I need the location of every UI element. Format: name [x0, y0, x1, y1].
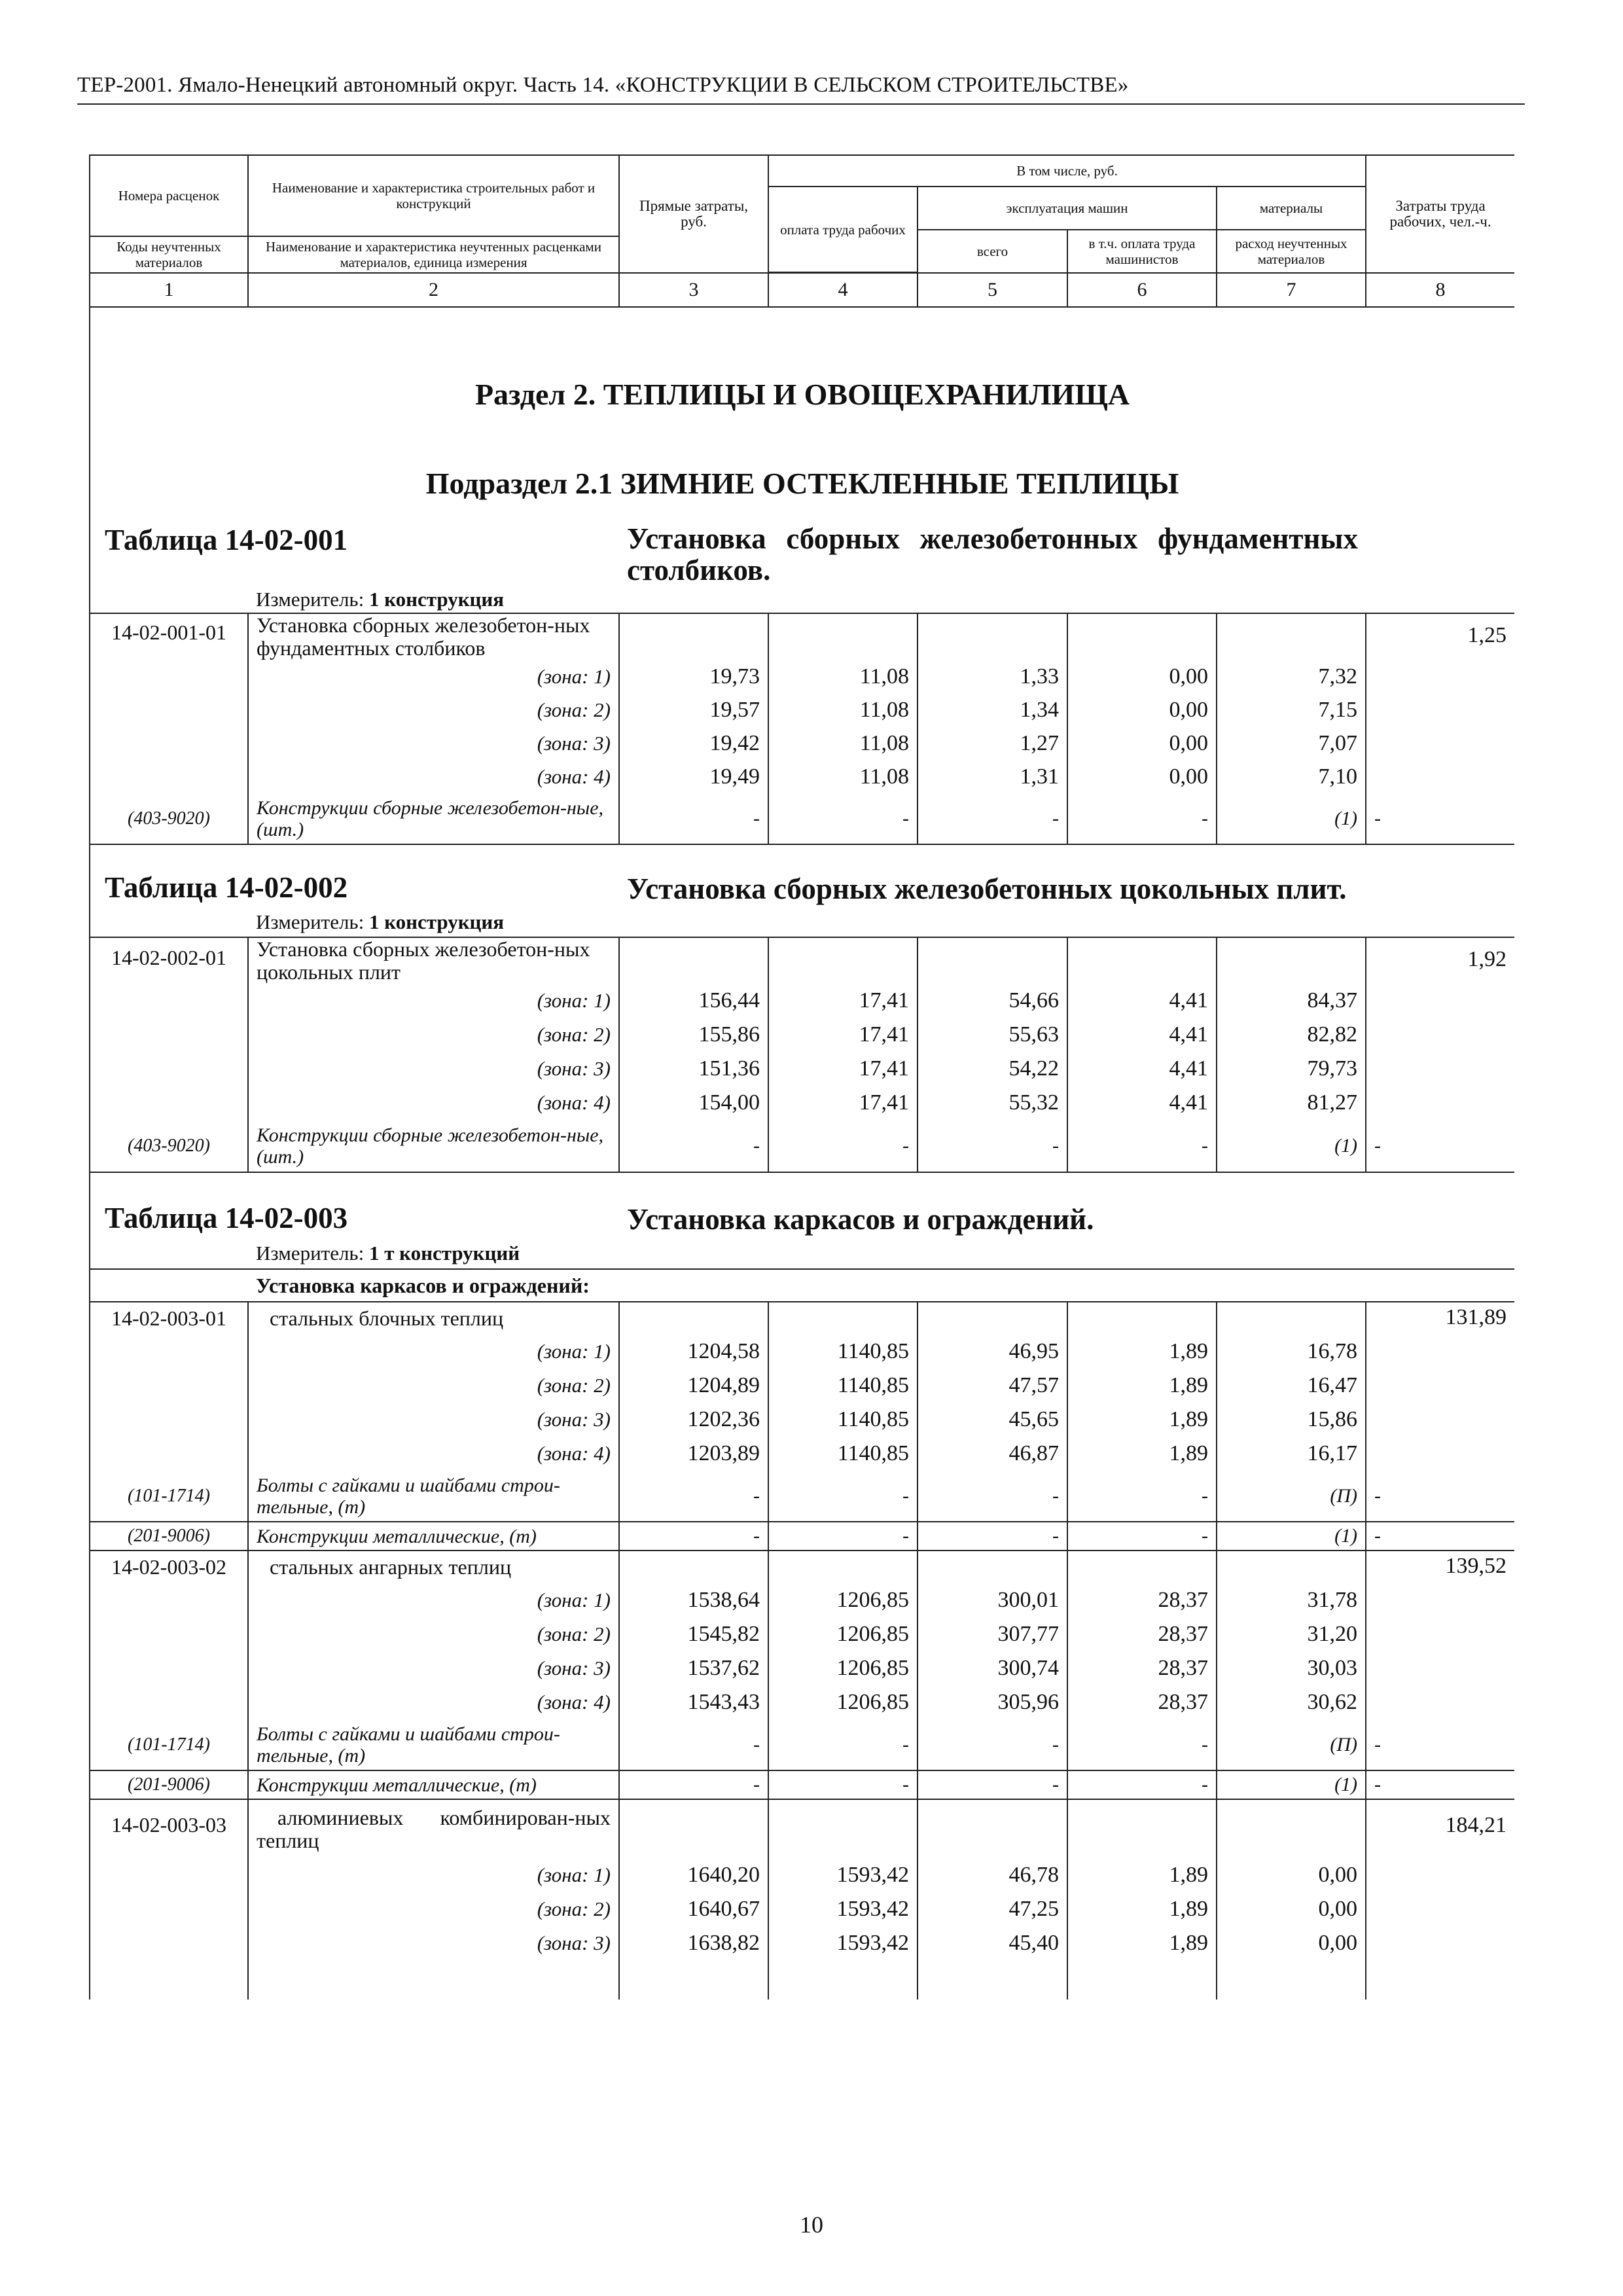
direct-cost: 1203,89: [619, 1437, 768, 1471]
material-row: [90, 1522, 1514, 1551]
dash: -: [768, 1522, 918, 1551]
rate-code: 14-02-001-01: [90, 613, 248, 660]
dash: -: [1067, 1522, 1217, 1551]
zone-row: [90, 693, 1514, 726]
worker-wages: 1593,42: [768, 1926, 918, 1960]
direct-cost: 1543,43: [619, 1685, 768, 1719]
machines-total: 1,33: [918, 660, 1067, 693]
machines-total: 45,40: [918, 1926, 1067, 1960]
header-col2-top: Наименование и характеристика строительных работ и конструкций: [248, 155, 619, 236]
materials-cost: 0,00: [1217, 1892, 1366, 1926]
material-name: Конструкции металлические, (т): [248, 1770, 619, 1799]
material-code: (101-1714): [90, 1471, 248, 1522]
labor-norm: 1,25: [1366, 613, 1514, 660]
unit-value: 1 т конструкций: [368, 1241, 520, 1265]
materials-cost: 7,15: [1217, 693, 1366, 726]
table-title: Установка сборных железобетонных фундаментных столбиков.: [627, 522, 1359, 586]
materials-cost: 30,62: [1217, 1685, 1366, 1719]
zone-label: (зона: 4): [248, 760, 619, 793]
column-number: 7: [1217, 273, 1366, 307]
page-header: ТЕР-2001. Ямало-Ненецкий автономный округ. Часть 14. «КОНСТРУКЦИИ В СЕЛЬСКОМ СТРОИТЕЛЬСТВЕ»: [77, 73, 1129, 97]
zone-row: [90, 1617, 1514, 1651]
material-row: [90, 1719, 1514, 1770]
materials-cost: 7,07: [1217, 726, 1366, 760]
rate-name: Установка сборных железобетон-ных цокольных плит: [248, 937, 619, 984]
machines-total: 45,65: [918, 1403, 1067, 1437]
direct-cost: 1537,62: [619, 1651, 768, 1685]
worker-wages: 1206,85: [768, 1617, 918, 1651]
machinist-wages: 1,89: [1067, 1926, 1217, 1960]
worker-wages: 11,08: [768, 726, 918, 760]
machinist-wages: 0,00: [1067, 760, 1217, 793]
material-code: (403-9020): [90, 1120, 248, 1172]
machines-total: 1,27: [918, 726, 1067, 760]
header-col1-top: Номера расценок: [90, 155, 248, 236]
worker-wages: 17,41: [768, 1086, 918, 1120]
column-number: 8: [1366, 273, 1514, 307]
material-name: Болты с гайками и шайбами строи-тельные, (т): [248, 1471, 619, 1522]
unit-label: Измеритель:: [256, 910, 365, 933]
dash: -: [768, 1770, 918, 1799]
machines-total: 46,95: [918, 1335, 1067, 1369]
materials-cost: 30,03: [1217, 1651, 1366, 1685]
direct-cost: 19,57: [619, 693, 768, 726]
material-quantity: (П): [1217, 1719, 1366, 1770]
machinist-wages: 28,37: [1067, 1651, 1217, 1685]
table-title: Установка сборных железобетонных цокольных плит.: [619, 844, 1366, 907]
header-including: В том числе, руб.: [768, 155, 1366, 187]
dash: -: [1067, 1471, 1217, 1522]
materials-cost: 16,17: [1217, 1437, 1366, 1471]
unit-label: Измеритель:: [256, 1241, 365, 1265]
worker-wages: 1206,85: [768, 1685, 918, 1719]
direct-cost: 1204,89: [619, 1369, 768, 1403]
material-quantity: (1): [1217, 1522, 1366, 1551]
column-number: 5: [918, 273, 1067, 307]
column-number: 2: [248, 273, 619, 307]
header-col5: всего: [918, 230, 1067, 273]
dash: -: [768, 1120, 918, 1172]
header-col7: расход неучтенных материалов: [1217, 230, 1366, 273]
header-materials: материалы: [1217, 187, 1366, 230]
dash: -: [768, 1471, 918, 1522]
material-code: (403-9020): [90, 793, 248, 844]
machinist-wages: 4,41: [1067, 1086, 1217, 1120]
rate-name: стальных ангарных теплиц: [248, 1551, 619, 1583]
zone-label: (зона: 3): [248, 1926, 619, 1960]
direct-cost: 1640,20: [619, 1858, 768, 1892]
machines-total: 55,32: [918, 1086, 1067, 1120]
zone-label: (зона: 2): [248, 1617, 619, 1651]
zone-row: [90, 760, 1514, 793]
zone-row: [90, 660, 1514, 693]
worker-wages: 1206,85: [768, 1583, 918, 1617]
machines-total: 300,01: [918, 1583, 1067, 1617]
materials-cost: 16,78: [1217, 1335, 1366, 1369]
material-code: (201-9006): [90, 1770, 248, 1799]
dash: -: [768, 1719, 918, 1770]
worker-wages: 11,08: [768, 693, 918, 726]
materials-cost: 31,20: [1217, 1617, 1366, 1651]
dash: -: [619, 793, 768, 844]
material-quantity: (1): [1217, 1770, 1366, 1799]
direct-cost: 1204,58: [619, 1335, 768, 1369]
zone-label: (зона: 1): [248, 1858, 619, 1892]
worker-wages: 1140,85: [768, 1369, 918, 1403]
zone-label: (зона: 4): [248, 1437, 619, 1471]
zone-row: [90, 1369, 1514, 1403]
direct-cost: 19,73: [619, 660, 768, 693]
direct-cost: 1545,82: [619, 1617, 768, 1651]
header-col6: в т.ч. оплата труда машинистов: [1067, 230, 1217, 273]
dash: -: [1067, 1719, 1217, 1770]
header-col3: Прямые затраты, руб.: [619, 155, 768, 273]
rates-table-area: [89, 154, 1514, 2145]
dash: -: [1366, 1471, 1514, 1522]
zone-row: [90, 1437, 1514, 1471]
machines-total: 55,63: [918, 1018, 1067, 1052]
materials-cost: 0,00: [1217, 1858, 1366, 1892]
material-quantity: (1): [1217, 1120, 1366, 1172]
dash: -: [1366, 1770, 1514, 1799]
dash: -: [918, 793, 1067, 844]
machinist-wages: 0,00: [1067, 693, 1217, 726]
zone-row: [90, 1858, 1514, 1892]
labor-norm: 184,21: [1366, 1799, 1514, 1858]
dash: -: [619, 1471, 768, 1522]
dash: -: [1067, 1120, 1217, 1172]
worker-wages: 17,41: [768, 984, 918, 1018]
material-row: [90, 1770, 1514, 1799]
labor-norm: 131,89: [1366, 1302, 1514, 1335]
direct-cost: 155,86: [619, 1018, 768, 1052]
materials-cost: 31,78: [1217, 1583, 1366, 1617]
machinist-wages: 0,00: [1067, 726, 1217, 760]
worker-wages: 1593,42: [768, 1892, 918, 1926]
machinist-wages: 1,89: [1067, 1403, 1217, 1437]
unit-value: 1 конструкция: [368, 587, 505, 611]
machinist-wages: 1,89: [1067, 1437, 1217, 1471]
unit-line: [248, 1238, 1514, 1269]
machines-total: 307,77: [918, 1617, 1067, 1651]
materials-cost: 0,00: [1217, 1926, 1366, 1960]
machines-total: 305,96: [918, 1685, 1067, 1719]
material-row: [90, 1120, 1514, 1172]
zone-row: [90, 726, 1514, 760]
zone-label: (зона: 3): [248, 1052, 619, 1086]
worker-wages: 11,08: [768, 660, 918, 693]
zone-label: (зона: 3): [248, 1651, 619, 1685]
column-number: 4: [768, 273, 918, 307]
dash: -: [619, 1522, 768, 1551]
worker-wages: 1140,85: [768, 1403, 918, 1437]
material-name: Конструкции металлические, (т): [248, 1522, 619, 1551]
dash: -: [1366, 1719, 1514, 1770]
zone-row: [90, 1052, 1514, 1086]
machines-total: 54,22: [918, 1052, 1067, 1086]
materials-cost: 15,86: [1217, 1403, 1366, 1437]
table-label: Таблица 14-02-002: [90, 844, 619, 907]
header-machines: эксплуатация машин: [918, 187, 1217, 230]
zone-label: (зона: 1): [248, 1583, 619, 1617]
labor-norm: 1,92: [1366, 937, 1514, 984]
machinist-wages: 4,41: [1067, 984, 1217, 1018]
worker-wages: 1593,42: [768, 1858, 918, 1892]
dash: -: [619, 1770, 768, 1799]
machinist-wages: 4,41: [1067, 1018, 1217, 1052]
header-col4: оплата труда рабочих: [768, 187, 918, 272]
machinist-wages: 1,89: [1067, 1858, 1217, 1892]
machines-total: 1,31: [918, 760, 1067, 793]
worker-wages: 1140,85: [768, 1437, 918, 1471]
machinist-wages: 4,41: [1067, 1052, 1217, 1086]
direct-cost: 151,36: [619, 1052, 768, 1086]
labor-norm: 139,52: [1366, 1551, 1514, 1583]
rate-code: 14-02-003-03: [90, 1799, 248, 1858]
material-row: [90, 793, 1514, 844]
direct-cost: 19,49: [619, 760, 768, 793]
zone-label: (зона: 1): [248, 1335, 619, 1369]
machines-total: 1,34: [918, 693, 1067, 726]
materials-cost: 79,73: [1217, 1052, 1366, 1086]
material-code: (201-9006): [90, 1522, 248, 1551]
direct-cost: 1638,82: [619, 1926, 768, 1960]
table-label: Таблица 14-02-003: [90, 1172, 619, 1238]
zone-label: (зона: 2): [248, 1369, 619, 1403]
unit-value: 1 конструкция: [368, 910, 505, 933]
header-rule: [77, 103, 1525, 105]
machinist-wages: 1,89: [1067, 1335, 1217, 1369]
column-number: 1: [90, 273, 248, 307]
dash: -: [918, 1522, 1067, 1551]
rate-code: 14-02-002-01: [90, 937, 248, 984]
group-title: Установка каркасов и ограждений:: [248, 1269, 1514, 1302]
zone-label: (зона: 4): [248, 1685, 619, 1719]
header-col1-bottom: Коды неучтенных материалов: [90, 236, 248, 273]
direct-cost: 154,00: [619, 1086, 768, 1120]
material-code: (101-1714): [90, 1719, 248, 1770]
dash: -: [918, 1770, 1067, 1799]
zone-row: [90, 1926, 1514, 1960]
zone-label: (зона: 3): [248, 1403, 619, 1437]
zone-row: [90, 1018, 1514, 1052]
materials-cost: 7,10: [1217, 760, 1366, 793]
direct-cost: 156,44: [619, 984, 768, 1018]
dash: -: [918, 1471, 1067, 1522]
dash: -: [1067, 793, 1217, 844]
rates-table: [89, 154, 1514, 2000]
dash: -: [1366, 1120, 1514, 1172]
section-title: Раздел 2. ТЕПЛИЦЫ И ОВОЩЕХРАНИЛИЩА: [90, 374, 1514, 414]
unit-line: [248, 586, 1514, 613]
rate-name: стальных блочных теплиц: [248, 1302, 619, 1335]
machines-total: 47,25: [918, 1892, 1067, 1926]
materials-cost: 81,27: [1217, 1086, 1366, 1120]
page-number: 10: [800, 2212, 823, 2238]
rate-name: Установка сборных железобетон-ных фундаментных столбиков: [248, 613, 619, 660]
material-name: Болты с гайками и шайбами строи-тельные, (т): [248, 1719, 619, 1770]
worker-wages: 1206,85: [768, 1651, 918, 1685]
material-name: Конструкции сборные железобетон-ные, (шт.): [248, 793, 619, 844]
direct-cost: 1538,64: [619, 1583, 768, 1617]
dash: -: [1366, 793, 1514, 844]
unit-label: Измеритель:: [256, 587, 365, 611]
table-label: Таблица 14-02-001: [90, 516, 619, 586]
material-name: Конструкции сборные железобетон-ные, (шт.): [248, 1120, 619, 1172]
zone-label: (зона: 2): [248, 1892, 619, 1926]
machinist-wages: 28,37: [1067, 1685, 1217, 1719]
dash: -: [918, 1120, 1067, 1172]
worker-wages: 17,41: [768, 1052, 918, 1086]
material-quantity: (П): [1217, 1471, 1366, 1522]
machinist-wages: 1,89: [1067, 1369, 1217, 1403]
rate-name: алюминиевых комбинирован-ных теплиц: [248, 1799, 619, 1858]
dash: -: [768, 793, 918, 844]
unit-line: [248, 907, 1514, 937]
rate-code: 14-02-003-01: [90, 1302, 248, 1335]
zone-label: (зона: 4): [248, 1086, 619, 1120]
zone-label: (зона: 1): [248, 984, 619, 1018]
materials-cost: 16,47: [1217, 1369, 1366, 1403]
zone-row: [90, 1403, 1514, 1437]
direct-cost: 1202,36: [619, 1403, 768, 1437]
worker-wages: 1140,85: [768, 1335, 918, 1369]
rate-code: 14-02-003-02: [90, 1551, 248, 1583]
table-title: Установка каркасов и ограждений.: [619, 1172, 1366, 1238]
machinist-wages: 28,37: [1067, 1617, 1217, 1651]
subsection-title: Подраздел 2.1 ЗИМНИЕ ОСТЕКЛЕННЫЕ ТЕПЛИЦЫ: [90, 463, 1514, 503]
machines-total: 46,87: [918, 1437, 1067, 1471]
machinist-wages: 1,89: [1067, 1892, 1217, 1926]
machines-total: 54,66: [918, 984, 1067, 1018]
machines-total: 47,57: [918, 1369, 1067, 1403]
header-col8: Затраты труда рабочих, чел.-ч.: [1366, 155, 1514, 273]
materials-cost: 82,82: [1217, 1018, 1366, 1052]
material-row: [90, 1471, 1514, 1522]
dash: -: [918, 1719, 1067, 1770]
dash: -: [619, 1719, 768, 1770]
dash: -: [1067, 1770, 1217, 1799]
zone-label: (зона: 2): [248, 1018, 619, 1052]
machines-total: 300,74: [918, 1651, 1067, 1685]
machinist-wages: 28,37: [1067, 1583, 1217, 1617]
machines-total: 46,78: [918, 1858, 1067, 1892]
material-quantity: (1): [1217, 793, 1366, 844]
worker-wages: 11,08: [768, 760, 918, 793]
column-number: 3: [619, 273, 768, 307]
zone-row: [90, 984, 1514, 1018]
materials-cost: 84,37: [1217, 984, 1366, 1018]
machinist-wages: 0,00: [1067, 660, 1217, 693]
zone-label: (зона: 3): [248, 726, 619, 760]
dash: -: [619, 1120, 768, 1172]
zone-row: [90, 1086, 1514, 1120]
zone-label: (зона: 2): [248, 693, 619, 726]
header-col2-bottom: Наименование и характеристика неучтенных расценками материалов, единица измерения: [248, 236, 619, 273]
zone-row: [90, 1335, 1514, 1369]
column-number: 6: [1067, 273, 1217, 307]
zone-row: [90, 1685, 1514, 1719]
zone-label: (зона: 1): [248, 660, 619, 693]
zone-row: [90, 1651, 1514, 1685]
dash: -: [1366, 1522, 1514, 1551]
zone-row: [90, 1892, 1514, 1926]
direct-cost: 19,42: [619, 726, 768, 760]
zone-row: [90, 1583, 1514, 1617]
materials-cost: 7,32: [1217, 660, 1366, 693]
direct-cost: 1640,67: [619, 1892, 768, 1926]
worker-wages: 17,41: [768, 1018, 918, 1052]
